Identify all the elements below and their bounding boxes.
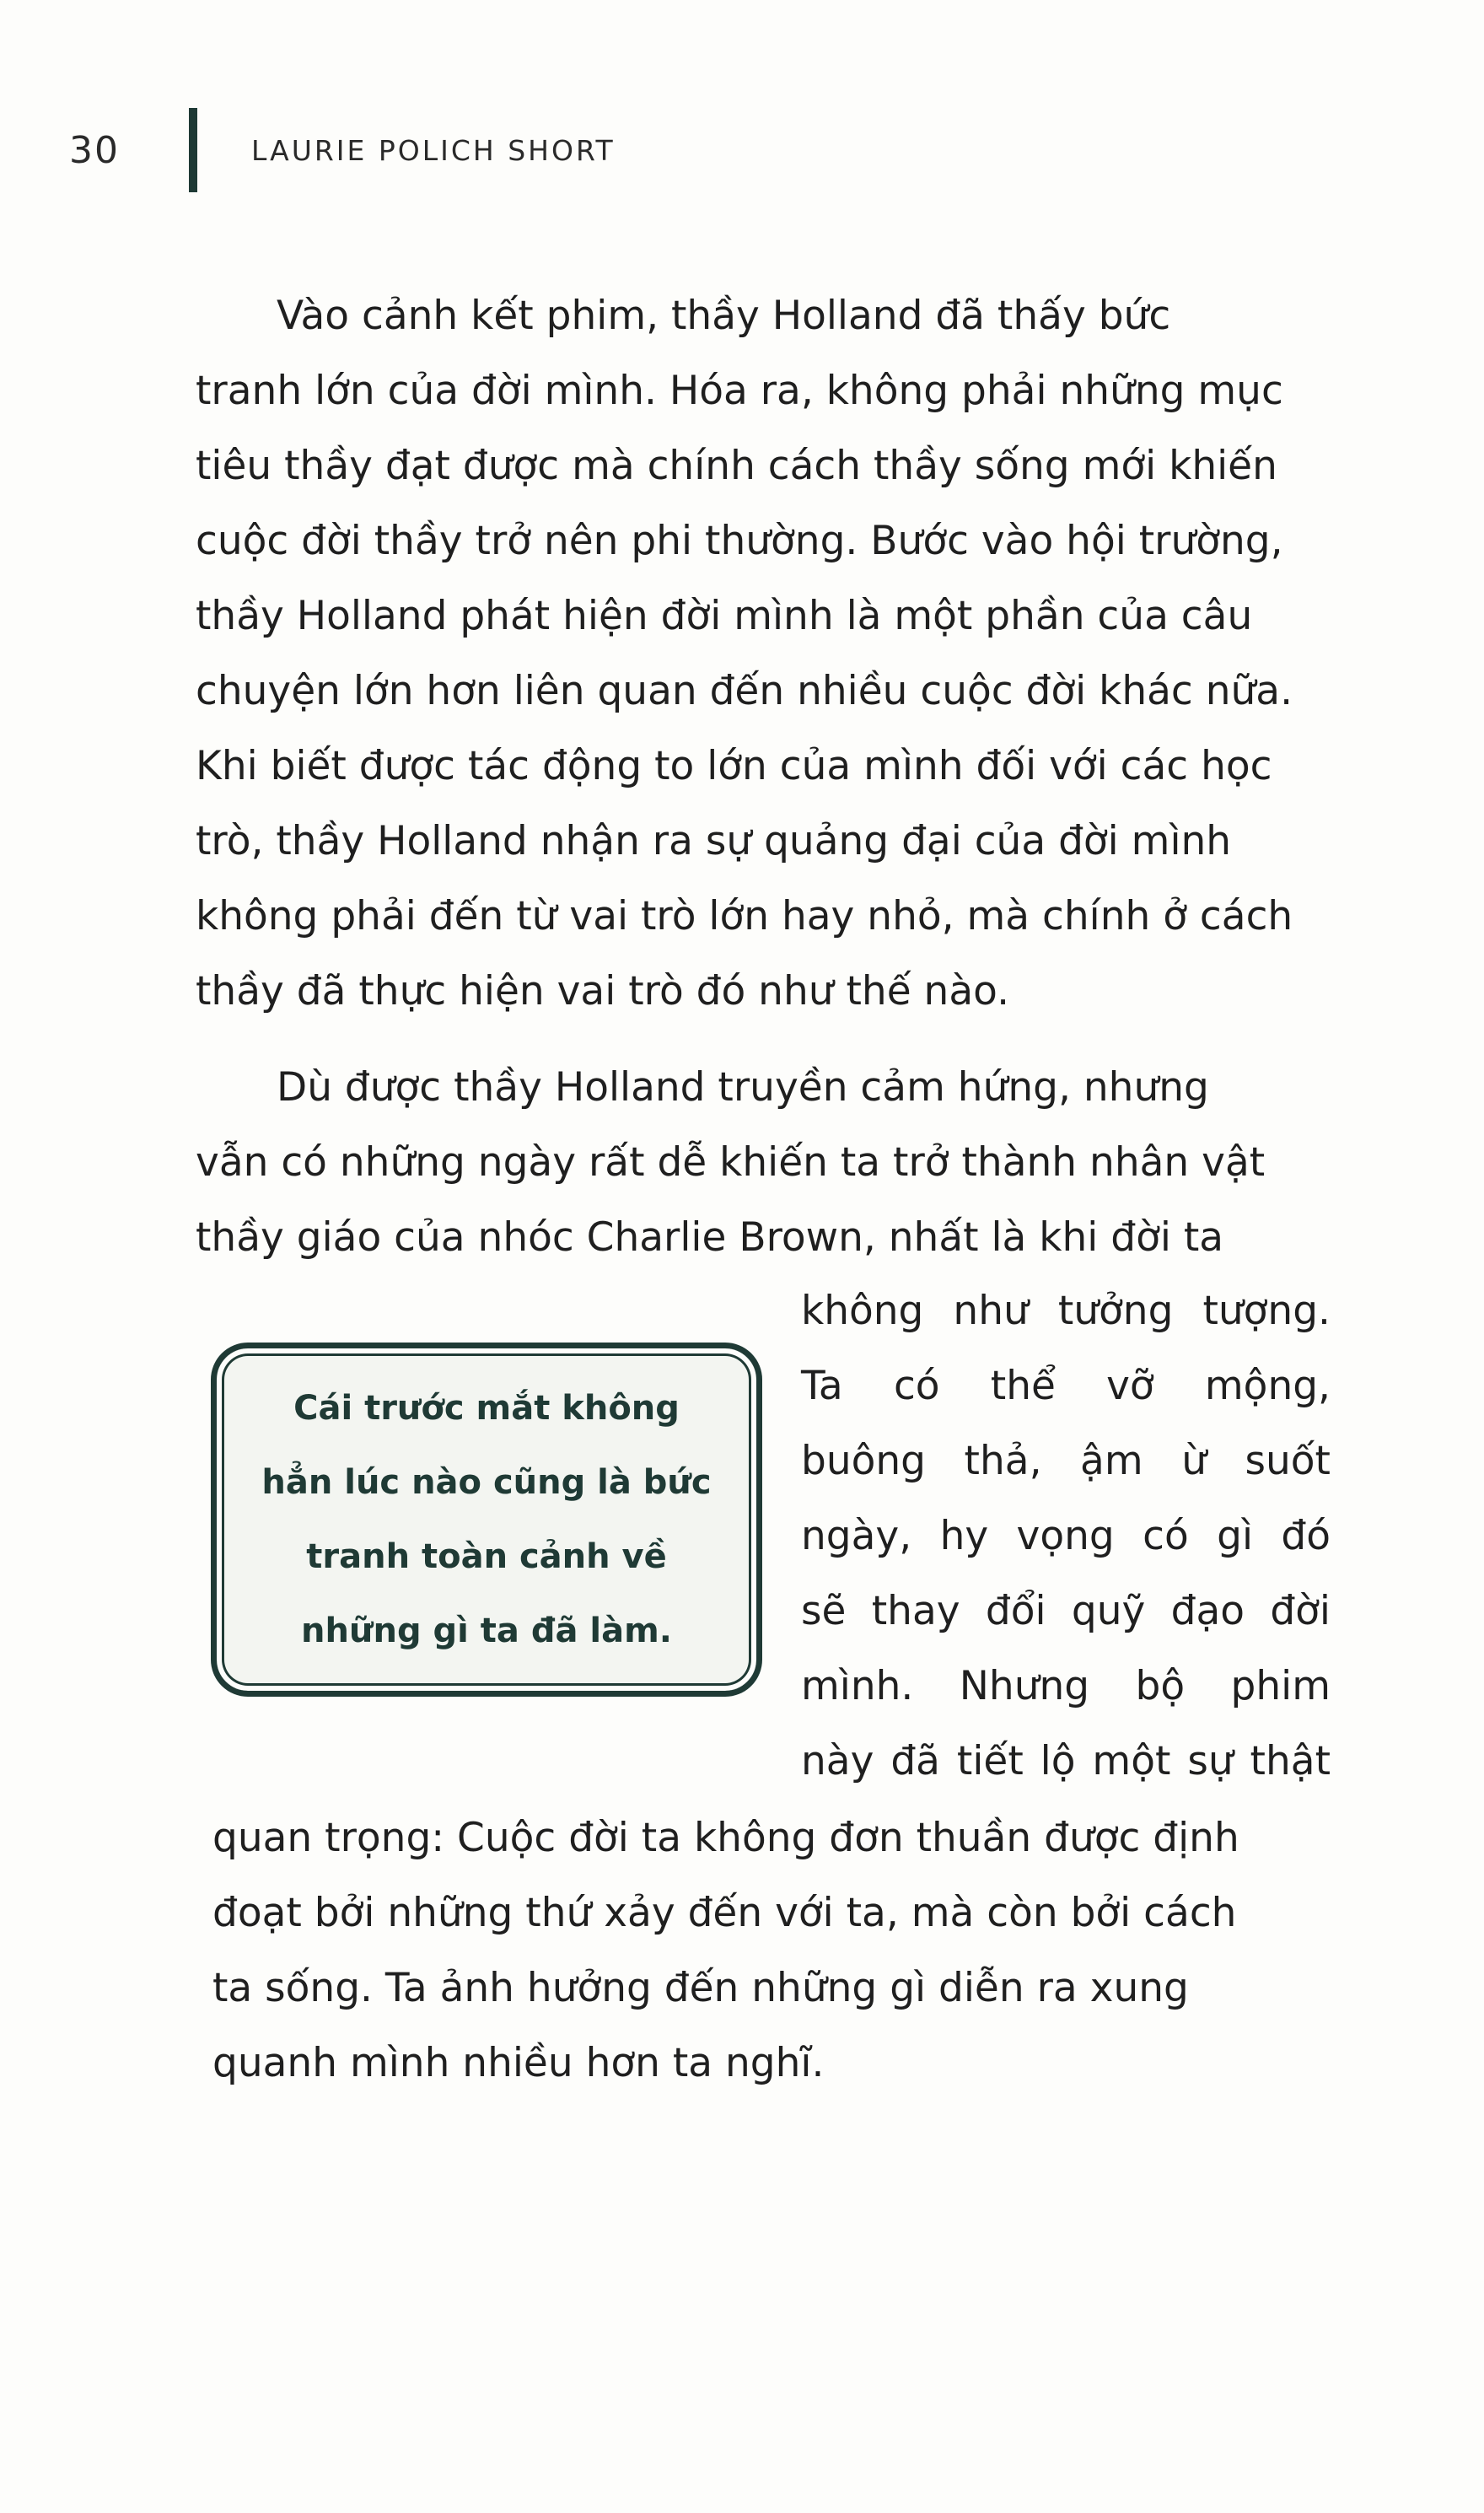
- pull-quote-line: tranh toàn cảnh về: [306, 1537, 667, 1576]
- paragraph-2: [196, 1050, 1342, 1275]
- text-line: sẽ thay đổi quỹ đạo đời: [801, 1588, 1331, 1634]
- running-head-author: LAURIE POLICH SHORT: [251, 133, 616, 167]
- text-line: cuộc đời thầy trở nên phi thường. Bước vào hội trường,: [196, 518, 1283, 564]
- text-line: này đã tiết lộ một sự thật: [801, 1738, 1331, 1784]
- page-number: 30: [69, 128, 120, 172]
- text-line: chuyện lớn hơn liên quan đến nhiều cuộc đời khác nữa.: [196, 668, 1293, 714]
- text-line: tranh lớn của đời mình. Hóa ra, không phải những mục: [196, 368, 1283, 414]
- text-line: tiêu thầy đạt được mà chính cách thầy sống mới khiến: [196, 443, 1277, 489]
- pull-quote-line: Cái trước mắt không: [293, 1389, 680, 1428]
- text-line: ngày, hy vọng có gì đó: [801, 1513, 1331, 1559]
- paragraph-2-wrapped-text: [801, 1273, 1331, 1799]
- text-line: Dù được thầy Holland truyền cảm hứng, nhưng: [277, 1064, 1209, 1111]
- text-line: Vào cảnh kết phim, thầy Holland đã thấy bức: [277, 293, 1171, 339]
- page-header: [69, 108, 616, 192]
- header-divider: [189, 108, 197, 192]
- pull-quote-line: những gì ta đã làm.: [301, 1612, 672, 1650]
- text-line: Khi biết được tác động to lớn của mình đối với các học: [196, 743, 1272, 789]
- text-line: buông thả, ậm ừ suốt: [801, 1438, 1331, 1484]
- text-line: thầy giáo của nhóc Charlie Brown, nhất là khi đời ta: [196, 1214, 1224, 1261]
- pull-quote-box: [211, 1343, 762, 1697]
- text-line: quan trọng: Cuộc đời ta không đơn thuần được định: [212, 1815, 1239, 1861]
- text-line: vẫn có những ngày rất dễ khiến ta trở thành nhân vật: [196, 1139, 1266, 1186]
- text-line: không phải đến từ vai trò lớn hay nhỏ, mà chính ở cách: [196, 893, 1293, 939]
- pull-quote-text: [228, 1371, 745, 1668]
- text-line: thầy Holland phát hiện đời mình là một phần của câu: [196, 593, 1253, 639]
- pull-quote-line: hẳn lúc nào cũng là bức: [261, 1463, 712, 1502]
- text-line: thầy đã thực hiện vai trò đó như thế nào.: [196, 968, 1010, 1014]
- text-line: đoạt bởi những thứ xảy đến với ta, mà còn bởi cách: [212, 1890, 1237, 1936]
- text-line: quanh mình nhiều hơn ta nghĩ.: [212, 2040, 825, 2086]
- text-line: không như tưởng tượng.: [801, 1288, 1331, 1334]
- text-line: Ta có thể vỡ mộng,: [801, 1363, 1331, 1409]
- paragraph-1: [196, 278, 1342, 1029]
- text-line: ta sống. Ta ảnh hưởng đến những gì diễn ra xung: [212, 1965, 1189, 2011]
- text-line: trò, thầy Holland nhận ra sự quảng đại của đời mình: [196, 818, 1232, 864]
- paragraph-2-continuation: [212, 1800, 1334, 2101]
- text-line: mình. Nhưng bộ phim: [801, 1663, 1331, 1709]
